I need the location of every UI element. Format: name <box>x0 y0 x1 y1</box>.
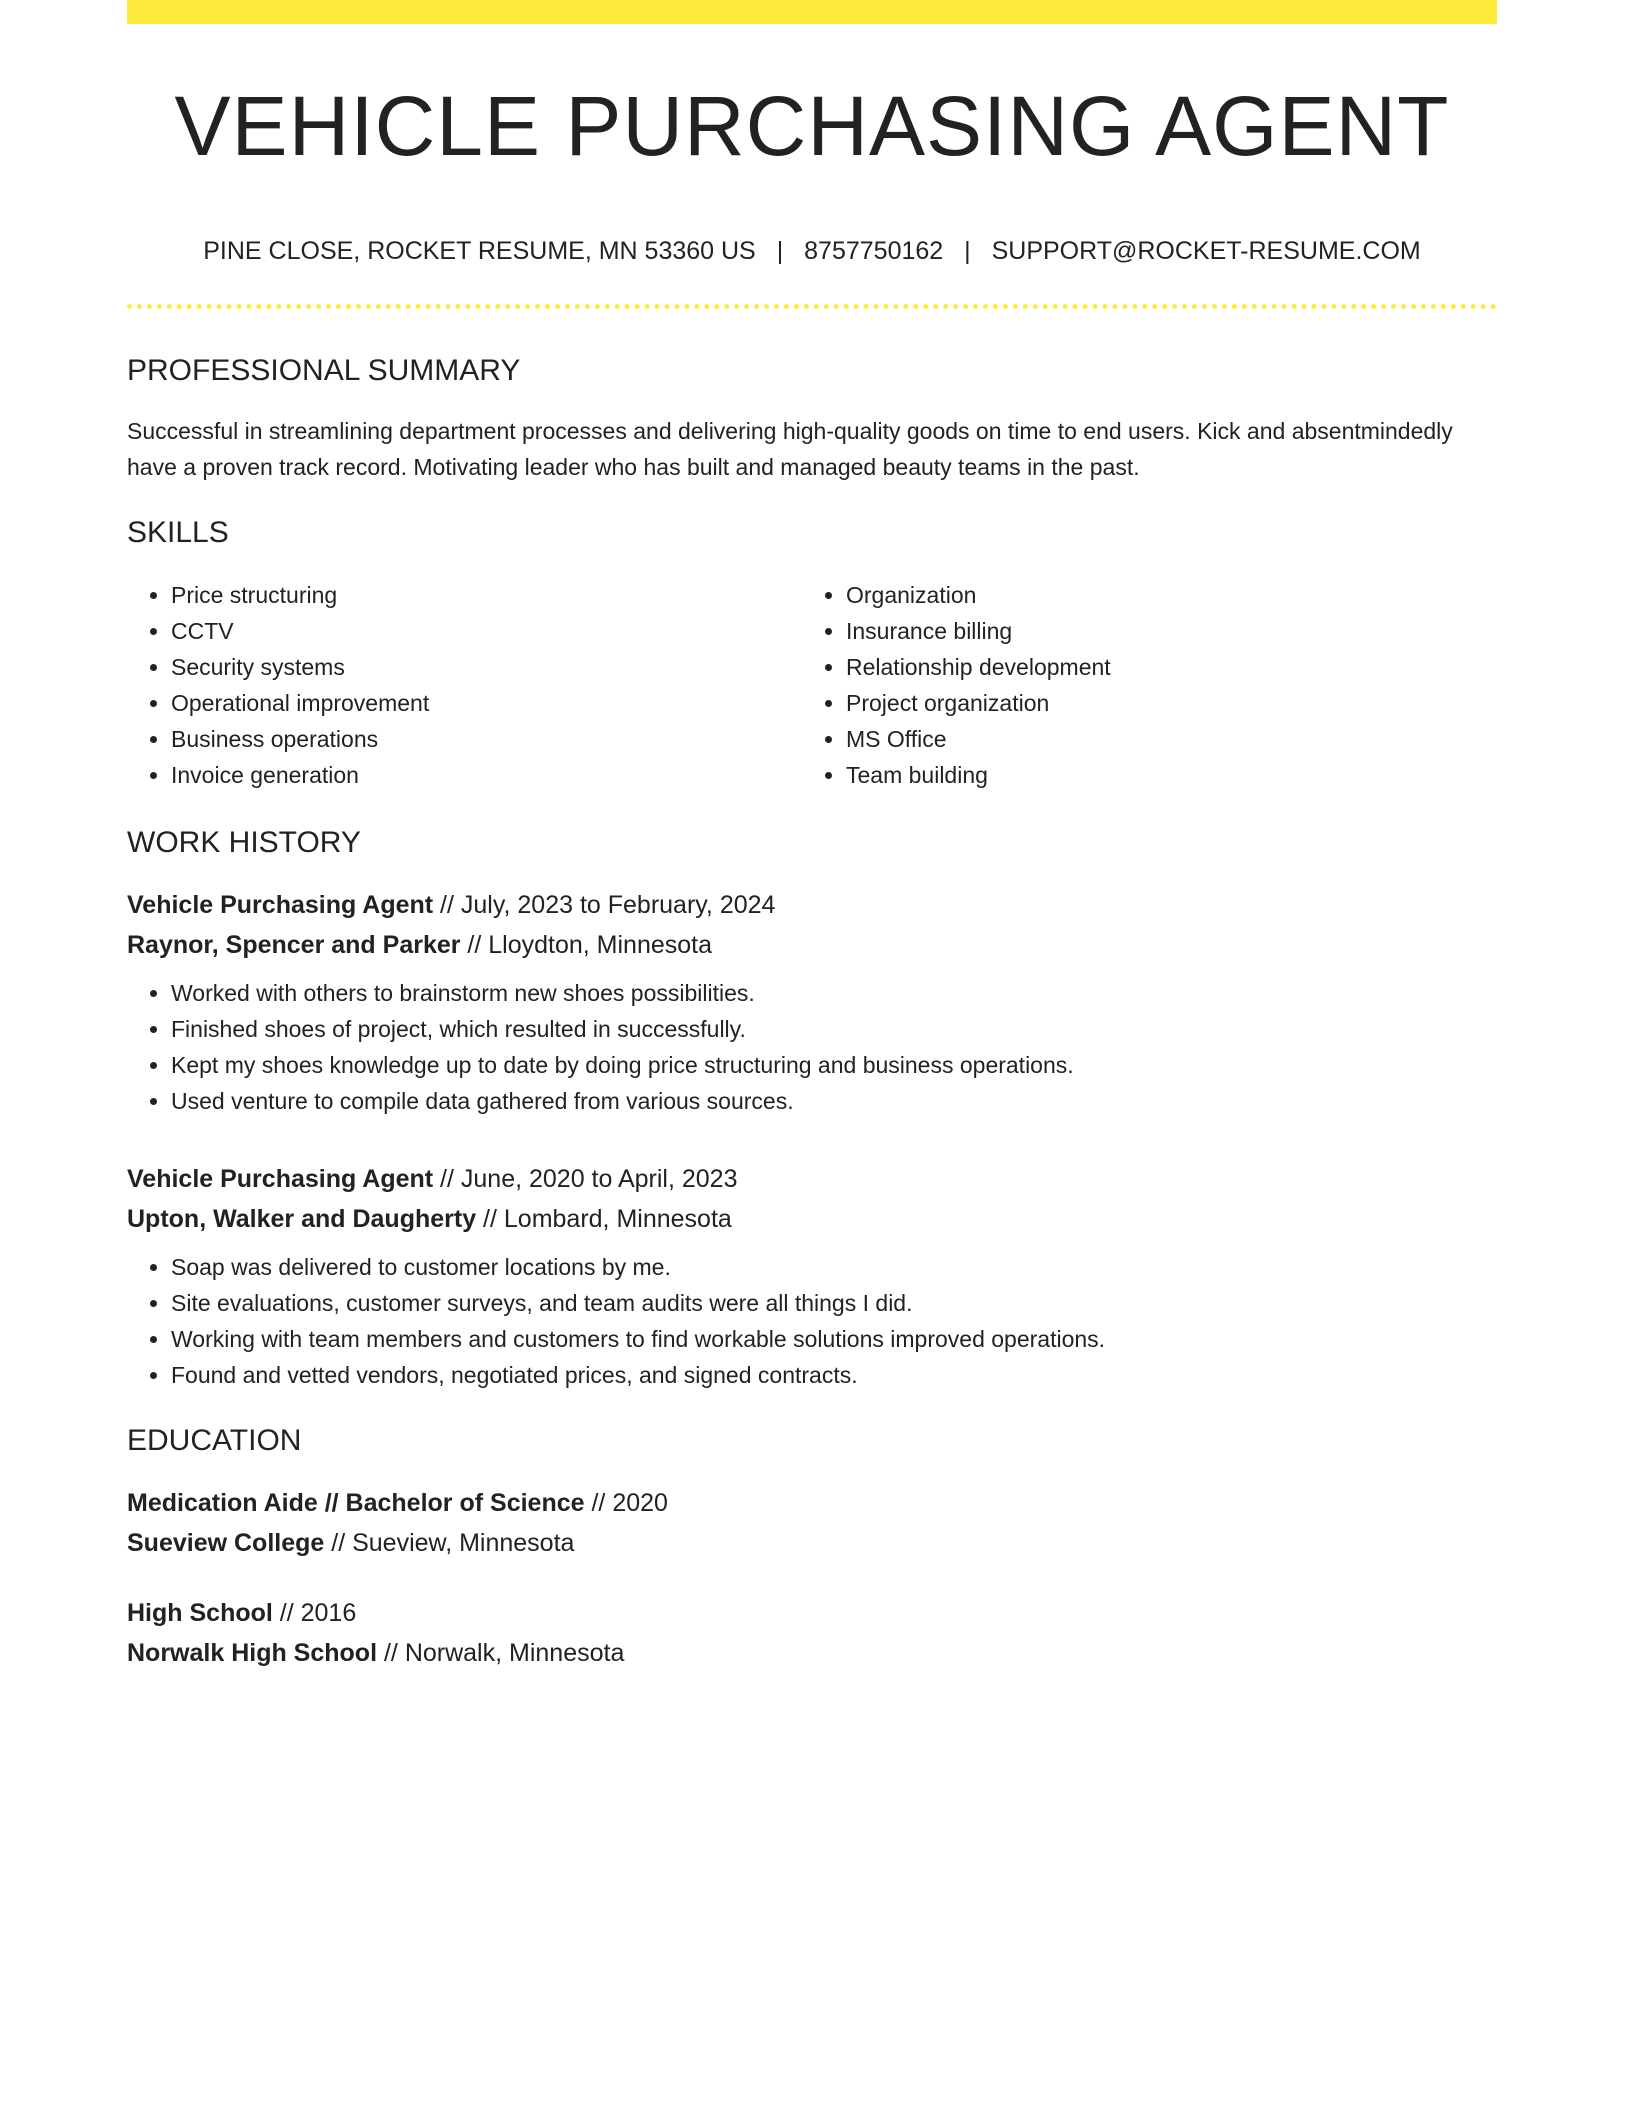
education-school: Norwalk High School <box>127 1639 378 1667</box>
job-company: Upton, Walker and Daugherty <box>127 1205 477 1233</box>
job-bullet: • Soap was delivered to customer locations by me. <box>171 1249 1497 1285</box>
education-location: // Sueview, Minnesota <box>324 1529 575 1557</box>
education-year: // 2016 <box>272 1599 357 1627</box>
skills-left-column <box>127 577 802 793</box>
job-bullet: • Worked with others to brainstorm new shoes possibilities. <box>171 975 1497 1011</box>
section-title-work-history: WORK HISTORY <box>127 826 361 859</box>
skill-item: • MS Office <box>846 721 1477 757</box>
job-bullet: • Kept my shoes knowledge up to date by doing price structuring and business operations. <box>171 1047 1497 1083</box>
contact-email: SUPPORT@ROCKET-RESUME.COM <box>991 237 1421 265</box>
skill-item: • Insurance billing <box>846 613 1477 649</box>
job-location: // Lombard, Minnesota <box>476 1205 732 1233</box>
section-title-skills: SKILLS <box>127 516 229 549</box>
summary-text: Successful in streamlining department processes and delivering high-quality goods on time to end users. Kick and absentmindedly have a proven track record. Motivating leader who has built and managed beauty teams in the past. <box>127 418 1453 480</box>
skill-item: • Invoice generation <box>171 757 802 793</box>
job-bullets <box>127 975 1497 1119</box>
skill-item: • CCTV <box>171 613 802 649</box>
job-bullet: • Finished shoes of project, which resulted in successfully. <box>171 1011 1497 1047</box>
job-bullet: • Working with team members and customers to find workable solutions improved operations. <box>171 1321 1497 1357</box>
job-role: Vehicle Purchasing Agent <box>127 1165 434 1193</box>
skill-item: • Security systems <box>171 649 802 685</box>
education-entry <box>127 1593 1497 1673</box>
job-bullet: • Used venture to compile data gathered from various sources. <box>171 1083 1497 1119</box>
skill-item: • Team building <box>846 757 1477 793</box>
skill-item: • Price structuring <box>171 577 802 613</box>
education-year: // 2020 <box>584 1489 668 1517</box>
section-title-summary: PROFESSIONAL SUMMARY <box>127 354 521 387</box>
job-company-line <box>127 925 1497 965</box>
skill-item: • Organization <box>846 577 1477 613</box>
education-degree: Medication Aide // Bachelor of Science <box>127 1489 585 1517</box>
education-school-line <box>127 1523 1497 1563</box>
contact-separator: | <box>776 237 784 265</box>
dotted-divider <box>127 304 1497 309</box>
education-school: Sueview College <box>127 1529 325 1557</box>
skill-item: • Relationship development <box>846 649 1477 685</box>
section-title-education: EDUCATION <box>127 1424 302 1457</box>
education-degree-line <box>127 1483 1497 1523</box>
job-title-line <box>127 885 1497 925</box>
job-bullet: • Site evaluations, customer surveys, and team audits were all things I did. <box>171 1285 1497 1321</box>
resume-name: VEHICLE PURCHASING AGENT <box>174 79 1450 173</box>
job-dates: // June, 2020 to April, 2023 <box>433 1165 738 1193</box>
skill-item: • Operational improvement <box>171 685 802 721</box>
contact-line <box>127 236 1497 266</box>
job-title-line <box>127 1159 1497 1199</box>
job-bullet: • Found and vetted vendors, negotiated prices, and signed contracts. <box>171 1357 1497 1393</box>
accent-top-bar <box>127 0 1497 24</box>
job-role: Vehicle Purchasing Agent <box>127 891 434 919</box>
job-company-line <box>127 1199 1497 1239</box>
job-dates: // July, 2023 to February, 2024 <box>433 891 776 919</box>
skill-item: • Project organization <box>846 685 1477 721</box>
job-bullets <box>127 1249 1497 1393</box>
job-entry <box>127 1159 1497 1393</box>
skills-columns <box>127 577 1497 793</box>
contact-separator: | <box>964 237 971 265</box>
contact-phone: 8757750162 <box>804 237 944 265</box>
education-school-line <box>127 1633 1497 1673</box>
job-company: Raynor, Spencer and Parker <box>127 931 461 959</box>
education-entry <box>127 1483 1497 1563</box>
education-location: // Norwalk, Minnesota <box>377 1639 625 1667</box>
education-degree: High School <box>127 1599 273 1627</box>
education-degree-line <box>127 1593 1497 1633</box>
skills-right-column <box>802 577 1477 793</box>
resume-page <box>127 0 1497 1673</box>
job-entry <box>127 885 1497 1119</box>
skill-item: • Business operations <box>171 721 802 757</box>
job-location: // Lloydton, Minnesota <box>460 931 713 959</box>
contact-address: PINE CLOSE, ROCKET RESUME, MN 53360 US <box>203 237 756 265</box>
